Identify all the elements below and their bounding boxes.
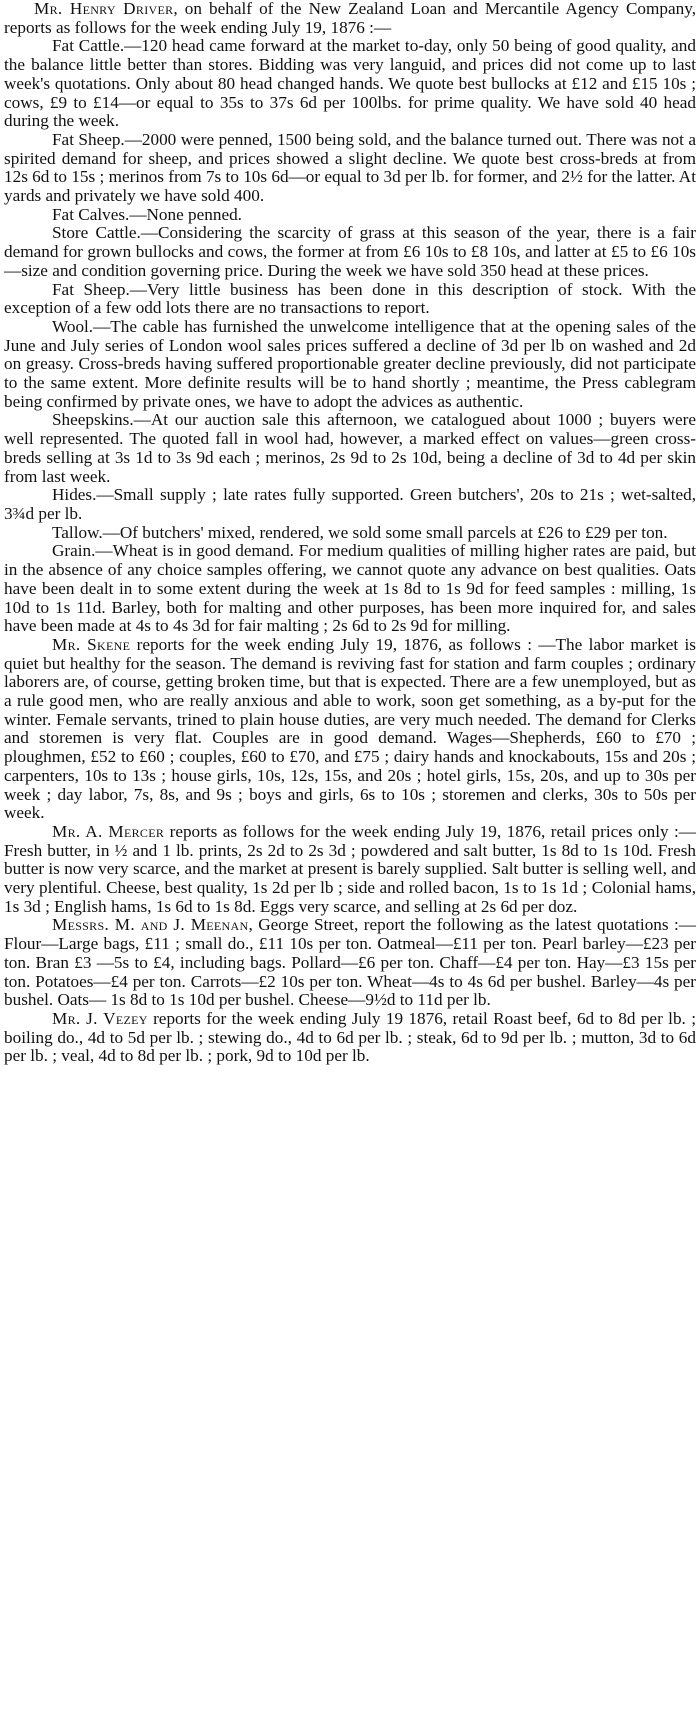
paragraph-text: reports as follows for the week ending July 19, 1876, retail prices only :—Fresh butter, in ½ and 1 lb. prints, 2s 2d to 2s 3d ; powdered and salt butter, 1s 8d to 1s 10d. Fresh butter is now very scarce, and the market at present is barely supplied. Salt butter is selling well, and very plentiful. Cheese, best quality, 1s 2d per lb ; side and rolled bacon, 1s to 1s 1d ; Colonial hams, 1s 3d ; English hams, 1s 6d to 1s 8d. Eggs very scarce, and selling at 2s 6d per doz. — [4, 821, 696, 916]
paragraph-tallow: Tallow.—Of butchers' mixed, rendered, we sold some small parcels at £26 to £29 per ton. — [52, 522, 668, 542]
paragraph-vezey — [4, 1010, 696, 1066]
reporter-name: Messrs. M. and J. Meenan — [52, 915, 249, 935]
paragraph-sheepskins: Sheepskins.—At our auction sale this afternoon, we catalogued about 1000 ; buyers were well represented. The quoted fall in wool had, however, a marked effect on values—green cross-breds selling at 3s 1d to 3s 9d each ; merinos, 2s 9d to 2s 10d, being a decline of 3d to 4d per skin from last week. — [4, 410, 696, 486]
paragraph-text: reports for the week ending July 19 1876, retail Roast beef, 6d to 8d per lb. ; boiling do., 4d to 5d per lb. ; stewing do., 4d to 6d per lb. ; steak, 6d to 9d per lb. ; mutton, 3d to 6d per lb. ; veal, 4d to 8d per lb. ; pork, 9d to 10d per lb. — [4, 1008, 696, 1066]
reporter-name: Mr. Skene — [52, 634, 131, 654]
paragraph-grain: Grain.—Wheat is in good demand. For medium qualities of milling higher rates are paid, but in the absence of any choice samples offering, we cannot quote any advance on best qualities. Oats have been dealt in to some extent during the week at 1s 8d to 1s 9d for feed samples : milling, 1s 10d to 1s 11d. Barley, both for malting and other purposes, has been more inquired for, and sales have been made at 4s to 4s 3d for fair malting ; 2s 6d to 2s 9d for milling. — [4, 541, 696, 636]
paragraph-fat-calves: Fat Calves.—None penned. — [52, 204, 242, 224]
reporter-name: Mr. A. Mercer — [52, 821, 165, 841]
paragraph-fat-sheep: Fat Sheep.—2000 were penned, 1500 being sold, and the balance turned out. There was not a spirited demand for sheep, and prices showed a slight decline. We quote best cross-breds at from 12s 6d to 15s ; merinos from 7s to 10s 6d—or equal to 3d per lb. for former, and 2½ for the latter. At yards and privately we have sold 400. — [4, 129, 696, 206]
paragraph-store-cattle: Store Cattle.—Considering the scarcity of grass at this season of the year, there is a fair demand for grown bullocks and cows, the former at from £6 10s to £8 10s, and latter at £5 to £6 10s—size and condition governing price. During the week we have sold 350 head at these prices. — [4, 223, 696, 280]
paragraph-fat-cattle: Fat Cattle.—120 head came forward at the market to-day, only 50 being of good quality, and the balance little better than stores. Bidding was very languid, and prices did not come up to last week's quotations. Only about 80 head changed hands. We quote best bullocks at £12 and £15 10s ; cows, £9 to £14—or equal to 35s to 37s 6d per 100lbs. for prime quality. We have sold 40 head during the week. — [4, 36, 696, 131]
paragraph-wool: Wool.—The cable has furnished the unwelcome intelligence that at the opening sales of the June and July series of London wool sales prices suffered a decline of 3d per lb on washed and 2d on greasy. Cross-breds having suffered proportionable greater decline previously, did not participate to the same extent. More definite results will be to hand shortly ; meantime, the Press cablegram being confirmed by private ones, we have to adopt the advices as authentic. — [4, 316, 696, 411]
paragraph-text: , George Street, report the following as the latest quotations :—Flour—Large bags, £11 ; small do., £11 10s per ton. Oatmeal—£11 per ton. Pearl barley—£23 per ton. Bran £3 —5s to £4, including bags. Pollard—£6 per ton. Chaff—£4 per ton. Hay—£3 15s per ton. Potatoes—£4 per ton. Carrots—£2 10s per ton. Wheat—4s to 4s 6d per bushel. Barley—4s per bushel. Oats— 1s 8d to 1s 10d per bushel. Cheese—9½d to 11d per lb. — [4, 915, 696, 1010]
reporter-name: Mr. J. Vezey — [52, 1008, 148, 1028]
paragraph-mercer — [4, 823, 696, 917]
reporter-name: Mr. Henry Driver — [34, 0, 174, 18]
paragraph-fat-sheep-store: Fat Sheep.—Very little business has been done in this description of stock. With the exception of a few odd lots there are no transactions to report. — [4, 279, 696, 318]
paragraph-hides: Hides.—Small supply ; late rates fully supported. Green butchers', 20s to 21s ; wet-salted, 3¾d per lb. — [4, 485, 696, 523]
paragraph-text: , on behalf of the New Zealand Loan and Mercantile Agency Company, reports as follows for the week ending July 19, 1876 :— — [4, 0, 696, 37]
paragraph-skene — [4, 636, 696, 823]
paragraph-text: reports for the week ending July 19, 1876, as follows : —The labor market is quiet but healthy for the season. The demand is reviving fast for station and farm couples ; ordinary laborers are, of course, getting broken time, but that is expected. There are a few unemployed, but as a rule good men, who are really anxious and able to work, soon get something, as a by-put for the winter. Female servants, trined to plain house duties, are very much needed. The demand for Clerks and storemen is very flat. Couples are in good demand. Wages—Shepherds, £60 to £70 ; ploughmen, £52 to £60 ; couples, £60 to £70, and £75 ; dairy hands and knockabouts, 15s and 20s ; carpenters, 10s to 13s ; house girls, 10s, 12s, 15s, and 20s ; hotel girls, 15s, 20s, and up to 30s per week ; day labor, 7s, 8s, and 9s ; boys and girls, 6s to 10s ; storemen and clerks, 30s to 50s per week. — [4, 634, 696, 823]
paragraph-driver-intro — [4, 0, 696, 37]
paragraph-meenan — [4, 916, 696, 1010]
